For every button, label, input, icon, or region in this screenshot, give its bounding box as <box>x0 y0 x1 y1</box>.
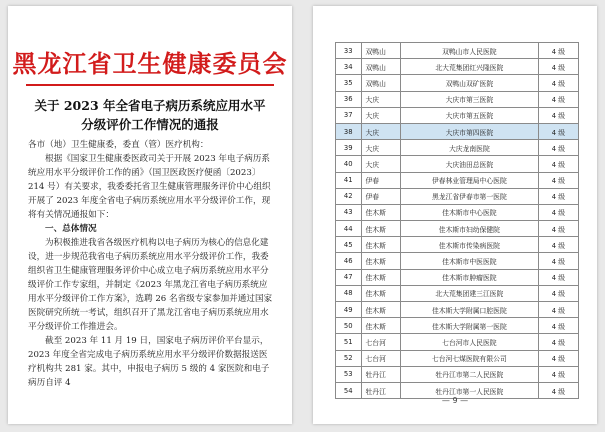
row-city: 佳木斯 <box>361 285 400 301</box>
row-hospital-name: 大庆市第三医院 <box>401 91 539 107</box>
row-hospital-name: 大庆龙南医院 <box>401 140 539 156</box>
document-title <box>22 96 278 134</box>
row-hospital-name: 北大荒集团红兴隆医院 <box>401 59 539 75</box>
body-paragraph: 各市（地）卫生健康委，委直（管）医疗机构： <box>28 140 209 150</box>
row-hospital-name: 大庆市第五医院 <box>401 107 539 123</box>
row-number: 38 <box>336 123 362 139</box>
row-level: 4 级 <box>538 253 578 269</box>
row-number: 52 <box>336 350 362 366</box>
document-body <box>28 138 276 390</box>
row-city: 双鸭山 <box>361 75 400 91</box>
row-city: 佳木斯 <box>361 221 400 237</box>
letterhead-red-rule <box>26 84 274 86</box>
row-level: 4 级 <box>538 43 578 59</box>
page-number: — 9 — <box>441 396 469 405</box>
row-level: 4 级 <box>538 156 578 172</box>
row-level: 4 级 <box>538 366 578 382</box>
row-level: 4 级 <box>538 123 578 139</box>
row-number: 54 <box>336 382 362 398</box>
row-hospital-name: 佳木斯市肿瘤医院 <box>401 269 539 285</box>
table-row <box>336 366 579 382</box>
row-level: 4 级 <box>538 318 578 334</box>
row-city: 大庆 <box>361 156 400 172</box>
row-hospital-name: 大庆油田总医院 <box>401 156 539 172</box>
table-row <box>336 334 579 350</box>
document-page-left <box>8 6 292 424</box>
row-number: 37 <box>336 107 362 123</box>
row-hospital-name: 双鸭山双矿医院 <box>401 75 539 91</box>
table-row <box>336 91 579 107</box>
row-hospital-name: 七台河市人民医院 <box>401 334 539 350</box>
row-number: 40 <box>336 156 362 172</box>
row-hospital-name: 佳木斯市中医医院 <box>401 253 539 269</box>
section-heading: 一、总体情况 <box>45 224 97 234</box>
title-line-1: 关于 2023 年全省电子病历系统应用水平 <box>34 98 266 113</box>
row-city: 七台河 <box>361 350 400 366</box>
body-paragraph: 为积极推进我省各级医疗机构以电子病历为核心的信息化建设，进一步规范我省电子病历系统应用水平分级评价工作，我委组织省卫生健康管理服务评价中心成立电子病历系统应用水平分级评价工作专家组，并制定《2023 年黑龙江省电子病历系统应用水平分级评价工作方案》，选聘 26 名省级专家参加并通过国家医院研究所统一考试，组织召开了黑龙江省电子病历系统应用水平分级评价工作推进会。 <box>28 238 273 332</box>
row-hospital-name: 伊春林业管理局中心医院 <box>401 172 539 188</box>
table-row <box>336 269 579 285</box>
table-row <box>336 253 579 269</box>
row-hospital-name: 佳木斯市中心医院 <box>401 204 539 220</box>
table-row <box>336 156 579 172</box>
row-number: 49 <box>336 302 362 318</box>
row-level: 4 级 <box>538 91 578 107</box>
row-number: 41 <box>336 172 362 188</box>
table-row <box>336 140 579 156</box>
row-number: 47 <box>336 269 362 285</box>
row-level: 4 级 <box>538 350 578 366</box>
document-page-right <box>313 6 597 424</box>
table-row <box>336 59 579 75</box>
row-city: 七台河 <box>361 334 400 350</box>
row-level: 4 级 <box>538 172 578 188</box>
table-row <box>336 302 579 318</box>
row-city: 佳木斯 <box>361 318 400 334</box>
row-city: 牡丹江 <box>361 382 400 398</box>
row-level: 4 级 <box>538 188 578 204</box>
table-row <box>336 285 579 301</box>
row-city: 伊春 <box>361 188 400 204</box>
row-city: 伊春 <box>361 172 400 188</box>
row-number: 39 <box>336 140 362 156</box>
row-hospital-name: 佳木斯市妇幼保健院 <box>401 221 539 237</box>
row-city: 佳木斯 <box>361 302 400 318</box>
row-hospital-name: 佳木斯大学附属口腔医院 <box>401 302 539 318</box>
table-row <box>336 188 579 204</box>
row-number: 36 <box>336 91 362 107</box>
row-hospital-name: 佳木斯市传染病医院 <box>401 237 539 253</box>
row-level: 4 级 <box>538 204 578 220</box>
row-number: 46 <box>336 253 362 269</box>
row-hospital-name: 黑龙江省伊春市第一医院 <box>401 188 539 204</box>
row-city: 大庆 <box>361 91 400 107</box>
row-city: 佳木斯 <box>361 204 400 220</box>
row-level: 4 级 <box>538 237 578 253</box>
body-paragraph: 截至 2023 年 11 月 19 日，国家电子病历评价平台显示，2023 年度全省完成电子病历系统应用水平分级评价数据报送医疗机构共 281 家。其中，申报电子病历 5 级的 4 家医院和电子病历自评 4 <box>28 336 270 388</box>
row-hospital-name: 牡丹江市第一人民医院 <box>401 382 539 398</box>
row-city: 双鸭山 <box>361 43 400 59</box>
row-number: 45 <box>336 237 362 253</box>
row-city: 牡丹江 <box>361 366 400 382</box>
row-hospital-name: 大庆市第四医院 <box>401 123 539 139</box>
row-city: 佳木斯 <box>361 253 400 269</box>
table-row <box>336 43 579 59</box>
row-level: 4 级 <box>538 75 578 91</box>
row-hospital-name: 北大荒集团建三江医院 <box>401 285 539 301</box>
row-city: 大庆 <box>361 107 400 123</box>
body-paragraph: 根据《国家卫生健康委医政司关于开展 2023 年电子病历系统应用水平分级评价工作的函》（国卫医政医疗便函〔2023〕214 号）有关要求，我委委托省卫生健康管理服务评价中心组织开展了 2023 年度全省电子病历系统应用水平分级评价工作，现将有关情况通报如下： <box>28 154 271 220</box>
table-row <box>336 221 579 237</box>
row-city: 大庆 <box>361 123 400 139</box>
title-line-2: 分级评价工作情况的通报 <box>81 117 219 132</box>
row-hospital-name: 双鸭山市人民医院 <box>401 43 539 59</box>
row-level: 4 级 <box>538 269 578 285</box>
table-row <box>336 350 579 366</box>
row-city: 双鸭山 <box>361 59 400 75</box>
row-level: 4 级 <box>538 221 578 237</box>
table-row <box>336 204 579 220</box>
row-hospital-name: 牡丹江市第二人民医院 <box>401 366 539 382</box>
row-city: 佳木斯 <box>361 269 400 285</box>
row-number: 35 <box>336 75 362 91</box>
row-number: 51 <box>336 334 362 350</box>
table-row <box>336 107 579 123</box>
row-level: 4 级 <box>538 302 578 318</box>
table-row <box>336 75 579 91</box>
row-level: 4 级 <box>538 285 578 301</box>
row-number: 43 <box>336 204 362 220</box>
row-level: 4 级 <box>538 140 578 156</box>
table-row <box>336 237 579 253</box>
row-number: 48 <box>336 285 362 301</box>
hospital-table <box>335 42 579 399</box>
row-level: 4 级 <box>538 382 578 398</box>
row-hospital-name: 七台河七煤医院有限公司 <box>401 350 539 366</box>
row-level: 4 级 <box>538 107 578 123</box>
row-number: 34 <box>336 59 362 75</box>
table-row <box>336 123 579 139</box>
row-level: 4 级 <box>538 334 578 350</box>
table-row <box>336 172 579 188</box>
table-row <box>336 318 579 334</box>
hospital-table-body <box>336 43 579 399</box>
letterhead: 黑龙江省卫生健康委员会 <box>12 49 288 78</box>
row-hospital-name: 佳木斯大学附属第一医院 <box>401 318 539 334</box>
row-number: 33 <box>336 43 362 59</box>
row-city: 大庆 <box>361 140 400 156</box>
row-number: 42 <box>336 188 362 204</box>
row-number: 53 <box>336 366 362 382</box>
row-city: 佳木斯 <box>361 237 400 253</box>
row-number: 50 <box>336 318 362 334</box>
row-number: 44 <box>336 221 362 237</box>
row-level: 4 级 <box>538 59 578 75</box>
